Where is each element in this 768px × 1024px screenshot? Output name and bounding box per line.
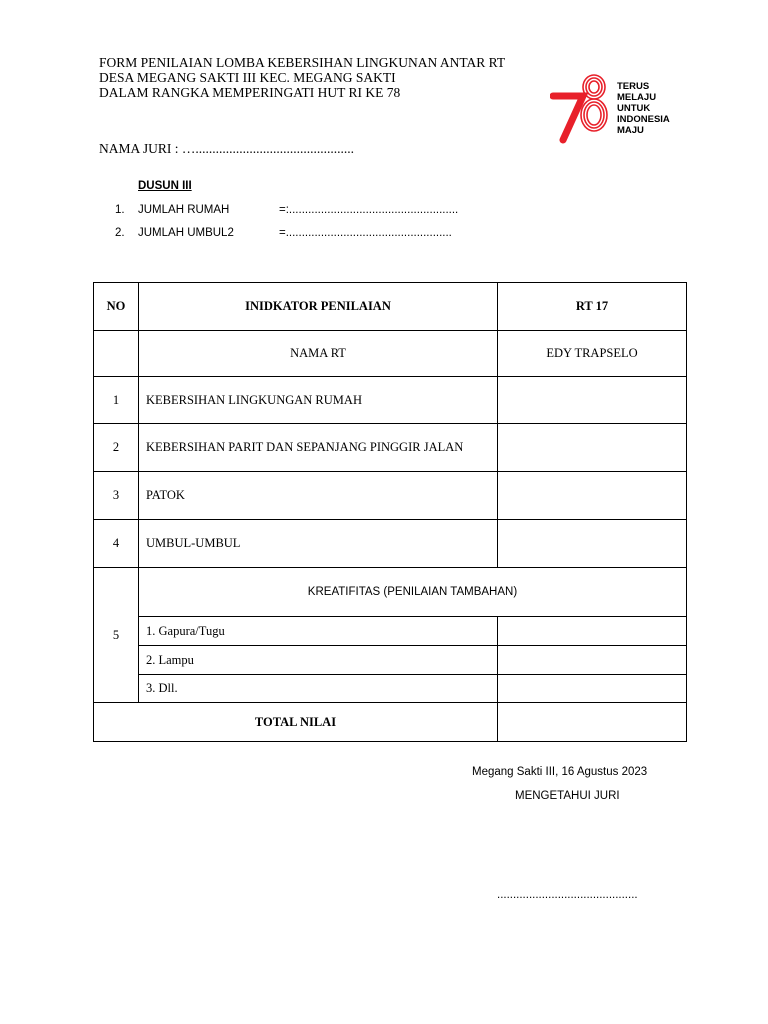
logo-text-line: MAJU [617, 125, 644, 136]
heading-line-2: DESA MEGANG SAKTI III KEC. MEGANG SAKTI [99, 70, 396, 85]
score-cell[interactable] [498, 424, 687, 472]
logo-text-line: UNTUK [617, 103, 651, 114]
row-indikator: KEBERSIHAN PARIT DAN SEPANJANG PINGGIR JALAN [139, 424, 498, 472]
logo-text [617, 81, 670, 136]
sub-item-label: 2. Lampu [139, 646, 498, 675]
kreatifitas-row [94, 568, 687, 617]
nama-rt-label: NAMA RT [139, 331, 498, 377]
score-cell[interactable] [498, 472, 687, 520]
row-number: 4 [94, 520, 139, 568]
heading-line-1: FORM PENILAIAN LOMBA KEBERSIHAN LINGKUNAN ANTAR RT [99, 55, 506, 70]
header-no: NO [94, 283, 139, 331]
row-number: 5 [94, 568, 139, 703]
info-number: 2. [115, 227, 125, 239]
row-number: 1 [94, 377, 139, 424]
header-indikator: INIDKATOR PENILAIAN [139, 283, 498, 331]
info-number: 1. [115, 204, 125, 216]
score-cell[interactable] [498, 377, 687, 424]
sub-item-label: 3. Dll. [139, 675, 498, 703]
logo-text-line: TERUS [617, 81, 650, 92]
signature-line: ............................................ [497, 889, 638, 901]
row-number: 2 [94, 424, 139, 472]
empty-cell [94, 331, 139, 377]
score-cell[interactable] [498, 617, 687, 646]
logo-text-line: INDONESIA [617, 114, 670, 125]
form-heading [99, 55, 505, 100]
mengetahui-juri: MENGETAHUI JURI [515, 790, 620, 802]
logo-text-line: MELAJU [617, 92, 657, 103]
row-indikator: KEBERSIHAN LINGKUNGAN RUMAH [139, 377, 498, 424]
sub-item-label: 1. Gapura/Tugu [139, 617, 498, 646]
sub-item-row [94, 617, 687, 646]
table-row [94, 377, 687, 424]
info-value: =.................................................... [279, 227, 452, 239]
table-header-row [94, 283, 687, 331]
table-row [94, 472, 687, 520]
info-label: JUMLAH UMBUL2 [138, 227, 234, 239]
score-table [93, 282, 687, 742]
dusun-title: DUSUN III [138, 180, 192, 192]
info-label: JUMLAH RUMAH [138, 204, 230, 216]
nama-juri-line: NAMA JURI : …............................................... [99, 141, 355, 156]
score-cell[interactable] [498, 646, 687, 675]
sub-item-row [94, 675, 687, 703]
score-cell[interactable] [498, 520, 687, 568]
table-row [94, 520, 687, 568]
total-label: TOTAL NILAI [94, 703, 498, 742]
nama-rt-row [94, 331, 687, 377]
header-rt: RT 17 [498, 283, 687, 331]
total-score-cell[interactable] [498, 703, 687, 742]
score-cell[interactable] [498, 675, 687, 703]
info-value: =:..................................................... [279, 204, 459, 216]
nama-rt-value: EDY TRAPSELO [498, 331, 687, 377]
place-date: Megang Sakti III, 16 Agustus 2023 [472, 766, 648, 778]
table-row [94, 424, 687, 472]
heading-line-3: DALAM RANGKA MEMPERINGATI HUT RI KE 78 [99, 85, 401, 100]
row-number: 3 [94, 472, 139, 520]
sub-item-row [94, 646, 687, 675]
kreatifitas-label: KREATIFITAS (PENILAIAN TAMBAHAN) [139, 568, 687, 617]
row-indikator: UMBUL-UMBUL [139, 520, 498, 568]
total-row [94, 703, 687, 742]
row-indikator: PATOK [139, 472, 498, 520]
